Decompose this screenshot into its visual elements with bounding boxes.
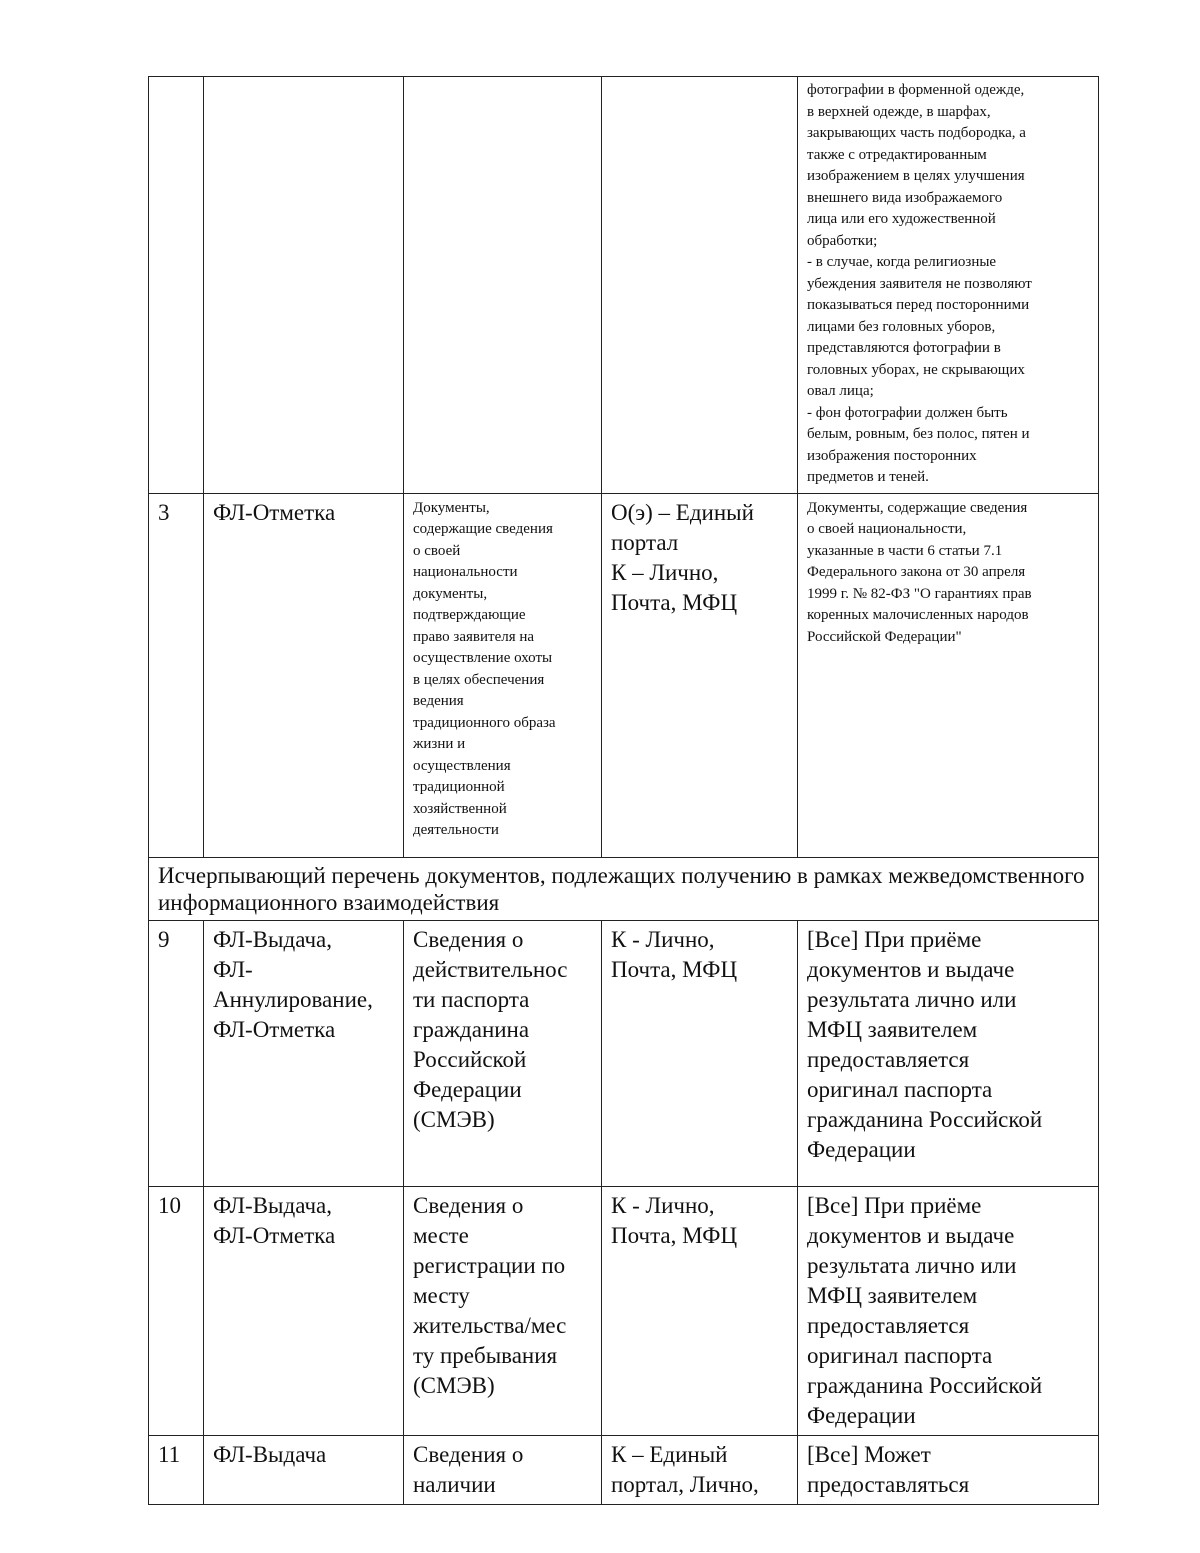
row-number: 11	[149, 1435, 204, 1504]
section-header: Исчерпывающий перечень документов, подлежащих получению в рамках межведомственного информационного взаимодействия	[149, 857, 1099, 920]
row-type: ФЛ-Выдача	[204, 1435, 404, 1504]
row-type: ФЛ-Выдача, ФЛ-Отметка	[204, 1186, 404, 1435]
table-row	[149, 1435, 1099, 1504]
row-document: Сведения о наличии	[404, 1435, 602, 1504]
row-requirements: [Все] Может предоставляться	[798, 1435, 1099, 1504]
row-requirements: Документы, содержащие сведения о своей национальности, указанные в части 6 статьи 7.1 Федерального закона от 30 апреля 1999 г. № 82-ФЗ "О гарантиях прав коренных малочисленных народов Российской Федерации"	[798, 493, 1099, 857]
row-document	[404, 77, 602, 494]
row-number: 10	[149, 1186, 204, 1435]
row-channel: К - Лично, Почта, МФЦ	[602, 1186, 798, 1435]
table-row	[149, 1186, 1099, 1435]
table-row	[149, 920, 1099, 1186]
row-type: ФЛ-Отметка	[204, 493, 404, 857]
table-row	[149, 493, 1099, 857]
row-document: Сведения о месте регистрации по месту жительства/мес ту пребывания (СМЭВ)	[404, 1186, 602, 1435]
row-channel: К - Лично, Почта, МФЦ	[602, 920, 798, 1186]
documents-table	[148, 76, 1099, 1505]
row-requirements: фотографии в форменной одежде, в верхней одежде, в шарфах, закрывающих часть подбородка, а также с отредактированным изображением в целях улучшения внешнего вида изображаемого лица или его художественной обработки; - в случае, когда религиозные убеждения заявителя не позволяют показываться перед посторонними лицами без головных уборов, представляются фотографии в головных уборах, не скрывающих овал лица; - фон фотографии должен быть белым, ровным, без полос, пятен и изображения посторонних предметов и теней.	[798, 77, 1099, 494]
table-row	[149, 77, 1099, 494]
row-number	[149, 77, 204, 494]
row-channel	[602, 77, 798, 494]
row-requirements: [Все] При приёме документов и выдаче результата лично или МФЦ заявителем предоставляется оригинал паспорта гражданина Российской Федерации	[798, 920, 1099, 1186]
row-document: Сведения о действительнос ти паспорта гражданина Российской Федерации (СМЭВ)	[404, 920, 602, 1186]
row-type	[204, 77, 404, 494]
row-type: ФЛ-Выдача, ФЛ- Аннулирование, ФЛ-Отметка	[204, 920, 404, 1186]
section-header-row	[149, 857, 1099, 920]
row-channel: К – Единый портал, Лично,	[602, 1435, 798, 1504]
row-requirements: [Все] При приёме документов и выдаче результата лично или МФЦ заявителем предоставляется оригинал паспорта гражданина Российской Федерации	[798, 1186, 1099, 1435]
row-channel: О(э) – Единый портал К – Лично, Почта, МФЦ	[602, 493, 798, 857]
row-number: 9	[149, 920, 204, 1186]
row-document: Документы, содержащие сведения о своей национальности документы, подтверждающие право заявителя на осуществление охоты в целях обеспечения ведения традиционного образа жизни и осуществления традиционной хозяйственной деятельности	[404, 493, 602, 857]
row-number: 3	[149, 493, 204, 857]
